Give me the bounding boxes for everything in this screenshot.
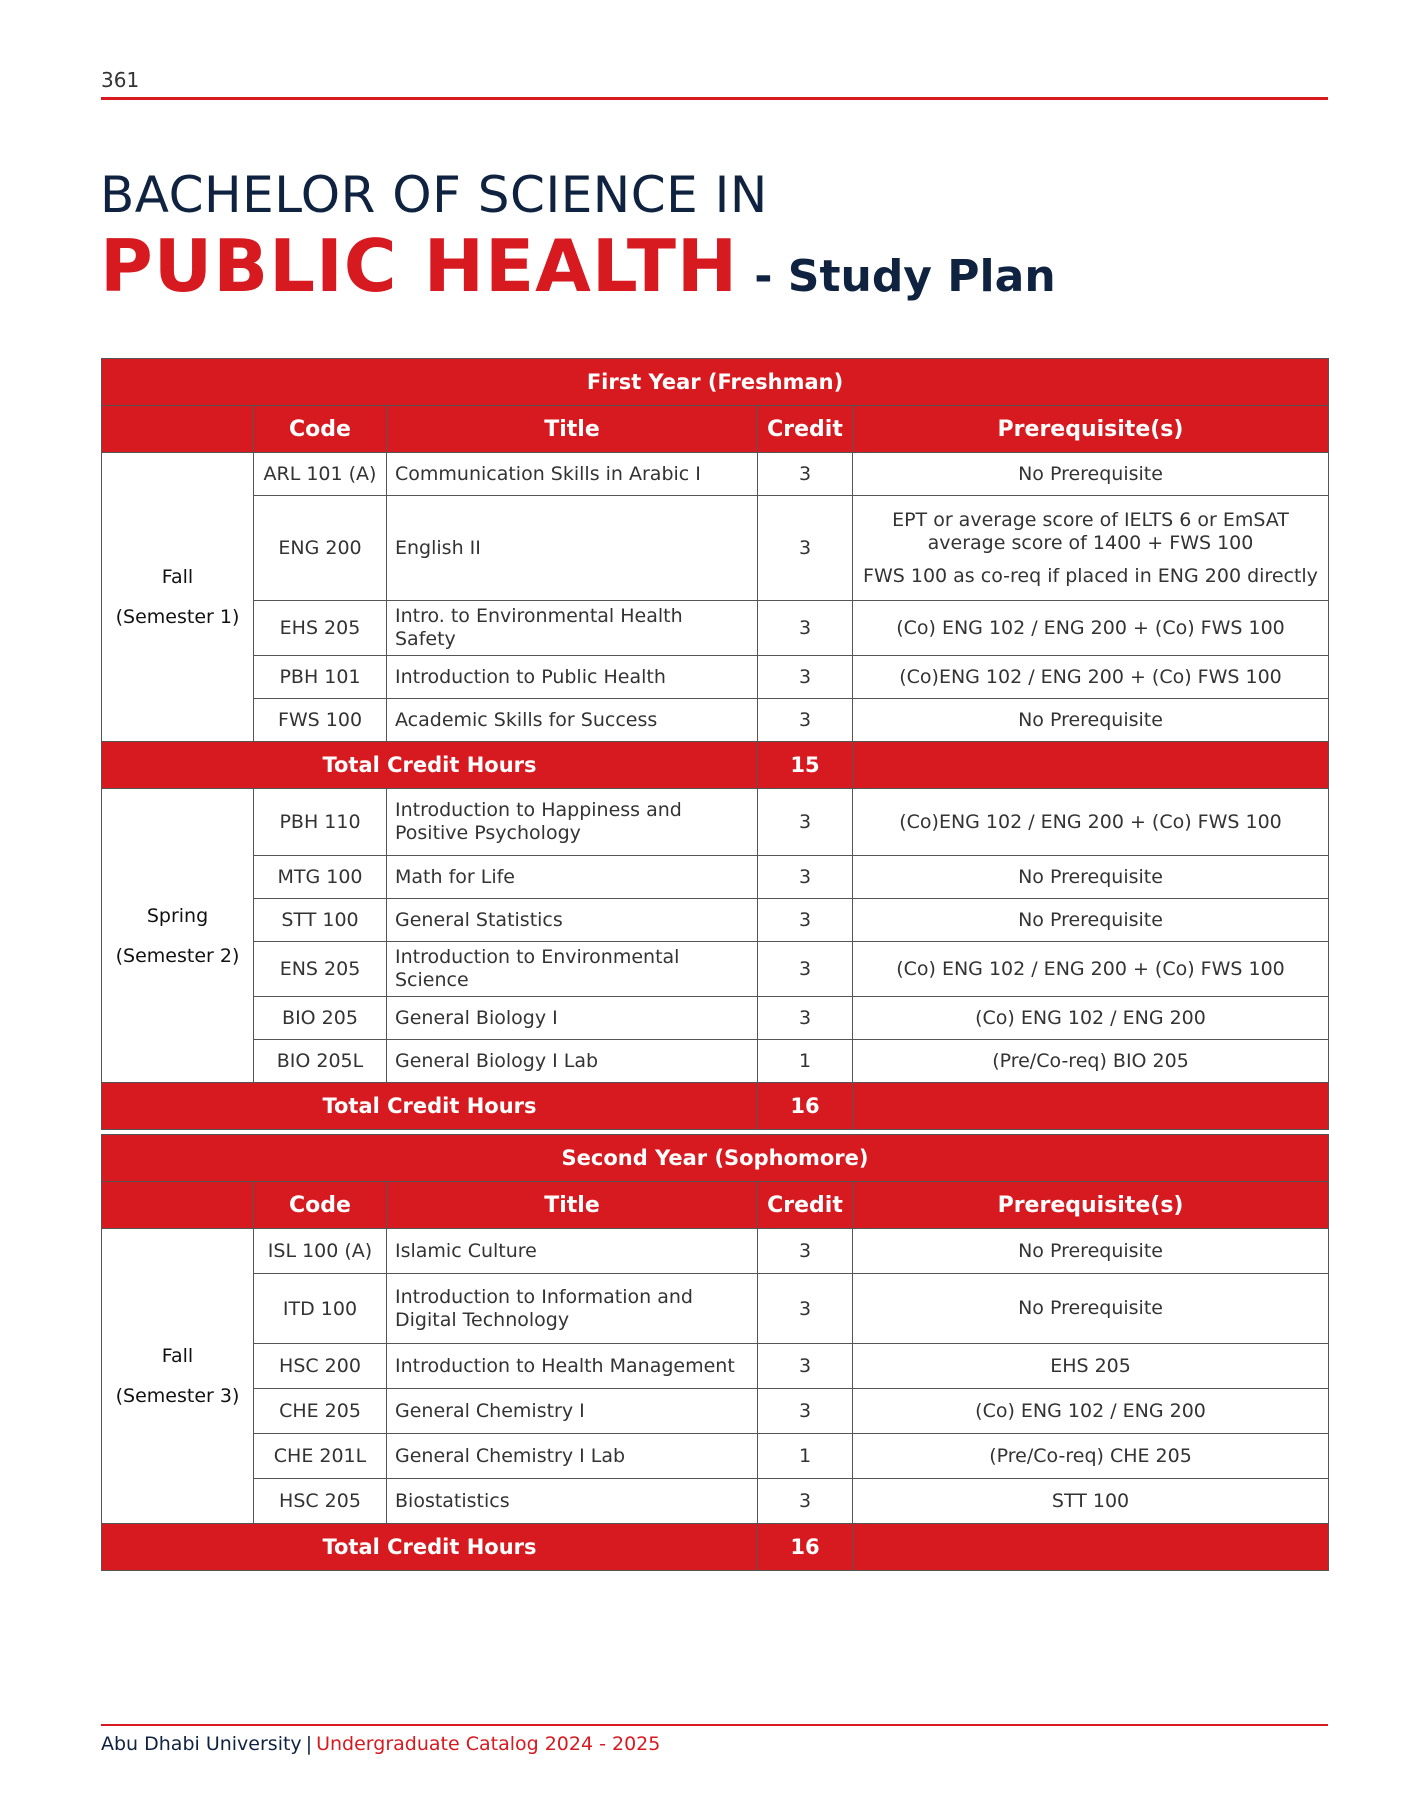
total-row (102, 742, 1329, 789)
year-title: Second Year (Sophomore) (102, 1135, 1329, 1182)
course-code: ISL 100 (A) (254, 1229, 387, 1274)
course-title: Biostatistics (387, 1479, 758, 1524)
course-credit: 3 (758, 699, 853, 742)
footer-university: Abu Dhabi University (101, 1733, 302, 1755)
page-number: 361 (101, 68, 140, 92)
course-title: General Statistics (387, 899, 758, 942)
column-header-row (102, 1182, 1329, 1229)
first-year-table (101, 358, 1329, 1130)
course-row (102, 1344, 1329, 1389)
course-row (102, 1479, 1329, 1524)
credit-column-header: Credit (758, 1182, 853, 1229)
course-title: General Chemistry I (387, 1389, 758, 1434)
course-credit: 3 (758, 899, 853, 942)
course-prereq: (Co) ENG 102 / ENG 200 + (Co) FWS 100 (853, 601, 1329, 656)
course-title: Introduction to Health Management (387, 1344, 758, 1389)
course-title: Islamic Culture (387, 1229, 758, 1274)
course-title: Introduction to Public Health (387, 656, 758, 699)
course-code: ARL 101 (A) (254, 453, 387, 496)
course-title: Introduction to Environmental Science (387, 942, 758, 997)
course-code: BIO 205L (254, 1040, 387, 1083)
course-code: MTG 100 (254, 856, 387, 899)
course-credit: 3 (758, 1344, 853, 1389)
course-title: General Biology I Lab (387, 1040, 758, 1083)
semester-label (102, 789, 254, 1083)
total-blank (853, 1524, 1329, 1571)
semester-label (102, 453, 254, 742)
course-prereq: No Prerequisite (853, 856, 1329, 899)
total-credits: 16 (758, 1083, 853, 1130)
course-code: ENG 200 (254, 496, 387, 601)
semester-column-header (102, 406, 254, 453)
total-credits: 16 (758, 1524, 853, 1571)
year-title: First Year (Freshman) (102, 359, 1329, 406)
total-row (102, 1524, 1329, 1571)
course-credit: 3 (758, 1274, 853, 1344)
semester-term: Fall (161, 566, 194, 588)
course-code: ENS 205 (254, 942, 387, 997)
course-credit: 3 (758, 656, 853, 699)
course-credit: 3 (758, 453, 853, 496)
year-header-row (102, 1135, 1329, 1182)
course-code: FWS 100 (254, 699, 387, 742)
course-prereq: (Co) ENG 102 / ENG 200 (853, 1389, 1329, 1434)
course-prereq: (Co)ENG 102 / ENG 200 + (Co) FWS 100 (853, 789, 1329, 856)
course-credit: 3 (758, 789, 853, 856)
course-code: ITD 100 (254, 1274, 387, 1344)
footer (101, 1733, 660, 1755)
total-label: Total Credit Hours (102, 1524, 758, 1571)
course-title: Communication Skills in Arabic I (387, 453, 758, 496)
course-credit: 1 (758, 1434, 853, 1479)
code-column-header: Code (254, 406, 387, 453)
semester-term: Spring (146, 904, 209, 927)
course-prereq: (Co) ENG 102 / ENG 200 (853, 997, 1329, 1040)
semester-number: (Semester 2) (115, 944, 240, 967)
course-code: BIO 205 (254, 997, 387, 1040)
course-row (102, 1434, 1329, 1479)
footer-catalog: Undergraduate Catalog 2024 - 2025 (316, 1733, 661, 1755)
course-title: General Biology I (387, 997, 758, 1040)
course-credit: 3 (758, 496, 853, 601)
course-prereq: STT 100 (853, 1479, 1329, 1524)
course-prereq: EHS 205 (853, 1344, 1329, 1389)
course-title: Academic Skills for Success (387, 699, 758, 742)
course-prereq: No Prerequisite (853, 453, 1329, 496)
course-row (102, 601, 1329, 656)
heading-degree: BACHELOR OF SCIENCE IN (100, 166, 768, 224)
code-column-header: Code (254, 1182, 387, 1229)
prereq-main: EPT or average score of IELTS 6 or EmSAT average score of 1400 + FWS 100 (892, 508, 1289, 554)
course-prereq: No Prerequisite (853, 1229, 1329, 1274)
course-prereq (853, 496, 1329, 601)
semester-label (102, 1229, 254, 1524)
title-column-header: Title (387, 406, 758, 453)
course-code: EHS 205 (254, 601, 387, 656)
course-code: PBH 110 (254, 789, 387, 856)
course-row (102, 789, 1329, 856)
course-credit: 3 (758, 997, 853, 1040)
course-credit: 3 (758, 942, 853, 997)
course-row (102, 656, 1329, 699)
prereq-column-header: Prerequisite(s) (853, 406, 1329, 453)
year-header-row (102, 359, 1329, 406)
course-row (102, 856, 1329, 899)
course-prereq: (Pre/Co-req) BIO 205 (853, 1040, 1329, 1083)
course-title: General Chemistry I Lab (387, 1434, 758, 1479)
total-label: Total Credit Hours (102, 1083, 758, 1130)
course-credit: 3 (758, 1389, 853, 1434)
course-credit: 3 (758, 856, 853, 899)
course-row (102, 1040, 1329, 1083)
course-credit: 1 (758, 1040, 853, 1083)
course-prereq: No Prerequisite (853, 899, 1329, 942)
course-row (102, 453, 1329, 496)
course-title: English II (387, 496, 758, 601)
course-title: Intro. to Environmental Health Safety (387, 601, 758, 656)
title-column-header: Title (387, 1182, 758, 1229)
course-code: PBH 101 (254, 656, 387, 699)
course-code: STT 100 (254, 899, 387, 942)
second-year-table (101, 1134, 1329, 1571)
total-credits: 15 (758, 742, 853, 789)
course-code: HSC 200 (254, 1344, 387, 1389)
course-title: Introduction to Happiness and Positive Psychology (387, 789, 758, 856)
course-title: Introduction to Information and Digital Technology (387, 1274, 758, 1344)
course-credit: 3 (758, 1229, 853, 1274)
semester-term: Fall (161, 1345, 194, 1367)
credit-column-header: Credit (758, 406, 853, 453)
total-blank (853, 1083, 1329, 1130)
heading-title (100, 224, 1056, 308)
course-row (102, 899, 1329, 942)
heading-major: PUBLIC HEALTH (100, 224, 739, 308)
prereq-note: FWS 100 as co-req if placed in ENG 200 directly (863, 564, 1318, 587)
course-title: Math for Life (387, 856, 758, 899)
course-prereq: No Prerequisite (853, 699, 1329, 742)
heading-suffix: - Study Plan (754, 251, 1056, 302)
course-row (102, 997, 1329, 1040)
total-label: Total Credit Hours (102, 742, 758, 789)
course-code: CHE 205 (254, 1389, 387, 1434)
footer-separator: | (305, 1733, 313, 1755)
course-row (102, 496, 1329, 601)
prereq-column-header: Prerequisite(s) (853, 1182, 1329, 1229)
course-prereq: No Prerequisite (853, 1274, 1329, 1344)
top-divider (101, 97, 1328, 100)
course-credit: 3 (758, 601, 853, 656)
course-row (102, 1274, 1329, 1344)
course-prereq: (Co)ENG 102 / ENG 200 + (Co) FWS 100 (853, 656, 1329, 699)
course-row (102, 1229, 1329, 1274)
course-row (102, 699, 1329, 742)
course-code: CHE 201L (254, 1434, 387, 1479)
total-blank (853, 742, 1329, 789)
course-prereq: (Pre/Co-req) CHE 205 (853, 1434, 1329, 1479)
total-row (102, 1083, 1329, 1130)
course-prereq: (Co) ENG 102 / ENG 200 + (Co) FWS 100 (853, 942, 1329, 997)
course-row (102, 1389, 1329, 1434)
column-header-row (102, 406, 1329, 453)
course-credit: 3 (758, 1479, 853, 1524)
course-row (102, 942, 1329, 997)
semester-number: (Semester 1) (115, 606, 240, 628)
semester-number: (Semester 3) (115, 1385, 240, 1407)
course-code: HSC 205 (254, 1479, 387, 1524)
semester-column-header (102, 1182, 254, 1229)
footer-divider (101, 1724, 1328, 1726)
